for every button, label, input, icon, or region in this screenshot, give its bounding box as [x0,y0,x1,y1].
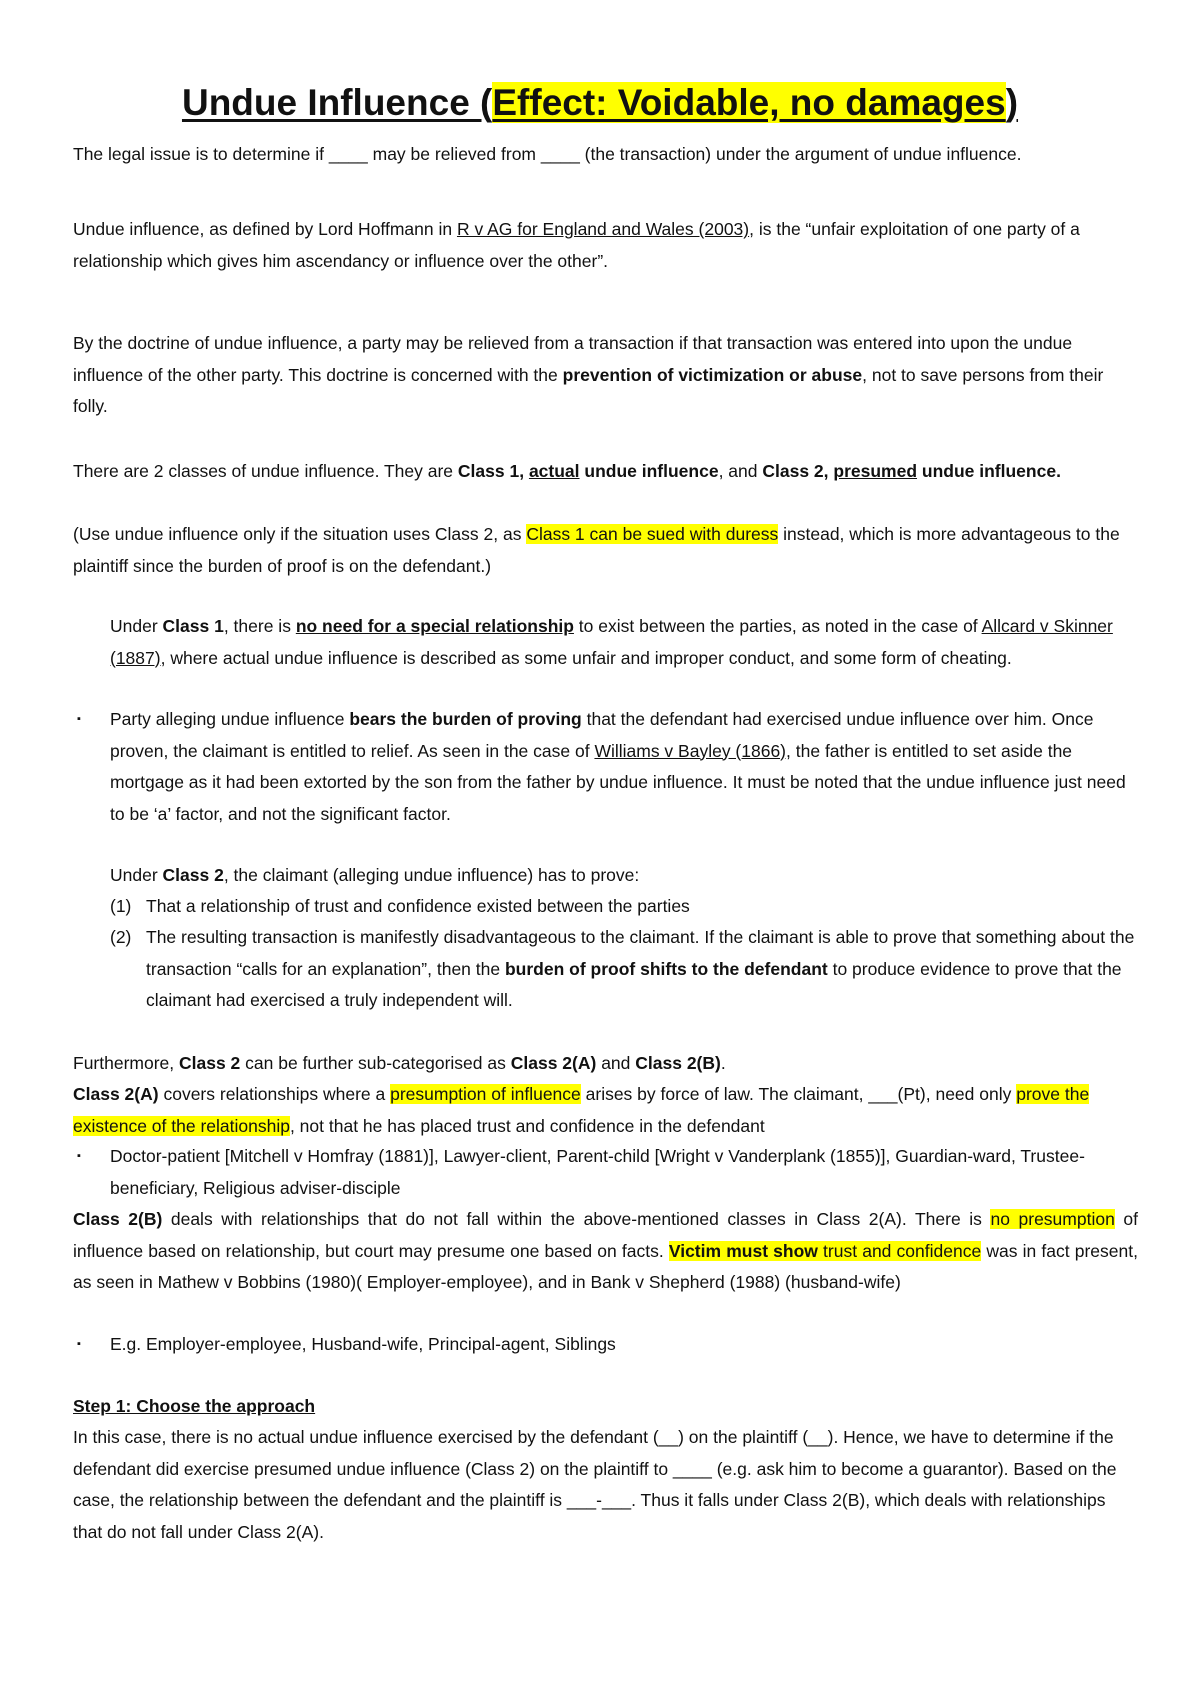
doctrine-paragraph [73,328,1138,423]
list-item-disadvantage: The resulting transaction is manifestly disadvantageous to the claimant. If the claimant is able to prove that something about the transaction “calls for an explanation”, then the burden of proof shifts to the defendant to produce evidence to prove that the claimant had exercised a truly independent will. [146,927,1135,1010]
class1-label: Class 1, actual undue influence [457,461,719,481]
bullet-class2b-examples: E.g. Employer-employee, Husband-wife, Principal-agent, Siblings [110,1334,616,1354]
title-effect-highlight: Effect: Voidable, no damages [492,82,1006,123]
doctrine-text: By the doctrine of undue influence, a party may be relieved from a transaction if that transaction was entered into upon the undue influence of the other party. This doctrine is concerned with the [73,333,1073,385]
doctrine-bold: prevention of victimization or abuse [562,364,863,385]
list-number-1: (1) [110,896,132,916]
victim-highlight: Victim must show trust and confidence [668,1240,982,1261]
class2-bold: Class 2 [162,865,224,885]
use-note-paragraph [73,519,1138,582]
use-note-text: (Use undue influence only if the situation uses Class 2, as [73,524,527,544]
use-note-text-end: instead, which is more advantageous to the plaintiff since the burden of proof is on the defendant.) [73,524,1120,576]
step1-heading: Step 1: Choose the approach [73,1396,316,1416]
classes-intro: There are 2 classes of undue influence. They are [73,461,458,481]
burden-shift-bold: burden of proof shifts to the defendant [504,958,828,979]
subcategory-paragraph: Furthermore, Class 2 can be further sub-categorised as Class 2(A) and Class 2(B). [73,1053,726,1073]
class1-paragraph: Under Class 1, there is no need for a special relationship to exist between the parties, as noted in the case of Allcard v Skinner (1887), where actual undue influence is described as some unfair and improper conduct, and some form of cheating. [110,616,1113,668]
bullet-icon: ▪ [77,713,81,725]
case-r-v-ag: R v AG for England and Wales (2003) [456,219,750,239]
bullet-burden-of-proof: Party alleging undue influence bears the burden of proving that the defendant had exercised undue influence over him. Once proven, the claimant is entitled to relief. As seen in the case of Williams v Bayley (1866), the father is entitled to set aside the mortgage as it had been extorted by the son from the father by undue influence. It must be noted that the undue influence just need to be ‘a’ factor, and not the significant factor. [110,709,1126,824]
class2a-paragraph: Class 2(A) covers relationships where a presumption of influence arises by force of law. The claimant, ___(Pt), need only prove the existence of the relationship, not that he has placed trust and confidence in the defendant [73,1084,1090,1136]
list-item-trust: That a relationship of trust and confidence existed between the parties [146,896,690,916]
no-special-relationship: no need for a special relationship [295,616,574,636]
bullet-class2a-examples: Doctor-patient [Mitchell v Homfray (1881)], Lawyer-client, Parent-child [Wright v Vanderplank (1855)], Guardian-ward, Trustee-beneficiary, Religious adviser-disciple [110,1146,1085,1198]
class2a-label: Class 2(A) [73,1084,159,1104]
list-number-2: (2) [110,927,132,947]
duress-highlight: Class 1 can be sued with duress [526,524,779,544]
case-allcard-v-skinner: Allcard v Skinner (1887) [110,616,1113,668]
classes-paragraph [73,456,1138,488]
presumption-highlight: presumption of influence [390,1084,581,1104]
class2b-label: Class 2(B) [73,1209,163,1229]
definition-paragraph [73,214,1138,277]
doctrine-text-end: , not to save persons from their folly. [73,364,1104,416]
definition-text: Undue influence, as defined by Lord Hoffmann in [73,219,457,239]
classes-and: , and [718,461,763,481]
burden-bold: bears the burden of proving [349,709,582,729]
definition-quote: , is the “unfair exploitation of one party of a relationship which gives him ascendancy or influence over the other”. [73,219,1080,271]
case-williams-v-bayley: Williams v Bayley (1866), [594,740,791,761]
class2-intro: Under Class 2, the claimant (alleging undue influence) has to prove: [110,865,640,885]
class2b-paragraph: Class 2(B) deals with relationships that do not fall within the above-mentioned classes in Class 2(A). There is no presumption of influence based on relationship, but court may presume one based on facts. Victim must show trust and confidence was in fact present, as seen in Mathew v Bobbins (1980)( Employer-employee), and in Bank v Shepherd (1988) (husband-wife) [73,1209,1138,1292]
existence-highlight: prove the existence of the relationship [73,1084,1090,1136]
page-title [0,80,1200,126]
legal-issue-paragraph: The legal issue is to determine if ____ may be relieved from ____ (the transaction) under the argument of undue influence. [73,144,1022,164]
title-main: Undue Influence ( [181,82,493,123]
class2-label: Class 2, presumed undue influence. [762,461,1061,481]
bullet-icon: ▪ [77,1150,81,1162]
step1-paragraph: In this case, there is no actual undue influence exercised by the defendant (__) on the plaintiff (__). Hence, we have to determine if the defendant did exercise presumed undue influence (Class 2) on the plaintiff to ____ (e.g. ask him to become a guarantor). Based on the case, the relationship between the defendant and the plaintiff is ___-___. Thus it falls under Class 2(B), which deals with relationships that do not fall under Class 2(A). [73,1427,1117,1542]
bullet-icon: ▪ [77,1338,81,1350]
no-presumption-highlight: no presumption [990,1209,1115,1229]
class1-bold: Class 1 [162,616,224,636]
title-close: ) [1005,82,1019,123]
